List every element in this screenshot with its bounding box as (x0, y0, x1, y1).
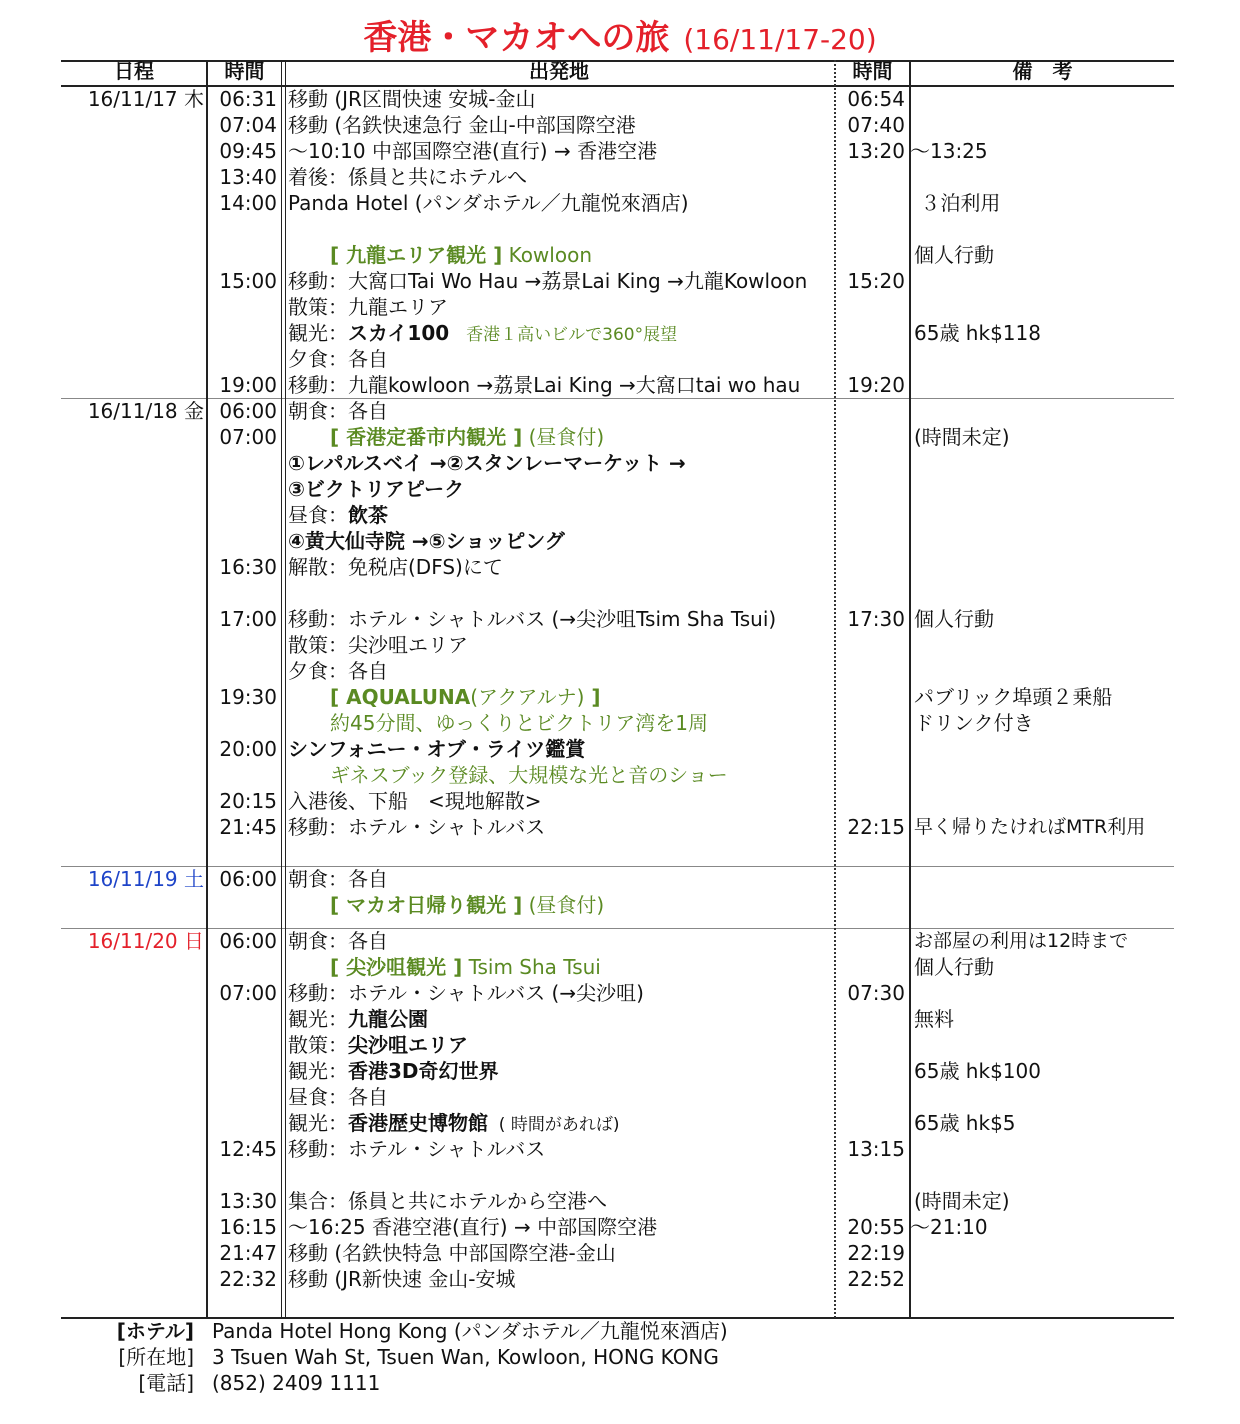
start-time: 20:00 (219, 737, 277, 761)
activity-highlight: シンフォニー・オブ・ライツ鑑賞 (288, 737, 586, 761)
end-time: 22:19 (847, 1241, 905, 1265)
schedule-row (0, 554, 1240, 580)
activity-highlight: 香港歴史博物館 (348, 1111, 488, 1135)
note: 無料 (914, 1007, 954, 1031)
activity: 移動：九龍kowloon →荔景Lai King →大窩口tai wo hau (288, 373, 801, 397)
header-place: 出発地 (529, 59, 589, 83)
start-time: 21:47 (219, 1241, 277, 1265)
schedule-row (0, 528, 1240, 554)
activity-highlight: 九龍公園 (348, 1007, 428, 1031)
start-time: 13:40 (219, 165, 277, 189)
activity (288, 1058, 832, 1084)
schedule-row (0, 658, 1240, 684)
activity-detail: ギネスブック登録、大規模な光と音のショー (330, 763, 728, 787)
activity: ～16:25 香港空港(直行) → 中部国際空港 (288, 1215, 658, 1239)
schedule-row (0, 86, 1240, 112)
schedule-row (0, 866, 1240, 892)
activity: 移動：ホテル・シャトルバス (→尖沙咀) (288, 981, 644, 1005)
activity: 着後：係員と共にホテルへ (288, 165, 527, 189)
phone-label: [電話] (138, 1371, 194, 1395)
schedule-row (0, 892, 1240, 918)
schedule-row (0, 242, 1240, 268)
activity-prefix: 散策： (288, 1033, 348, 1057)
activity-highlight: ③ビクトリアピーク (288, 477, 465, 501)
tour-tag: [ 尖沙咀観光 ] (330, 955, 463, 979)
header-notes: 備 考 (1012, 59, 1073, 83)
tour-tag: [ AQUALUNA (330, 685, 471, 709)
schedule-row (0, 320, 1240, 346)
schedule-row (0, 788, 1240, 814)
activity (288, 320, 832, 348)
start-time: 06:00 (219, 867, 277, 891)
tour-heading (288, 684, 874, 710)
note: (時間未定) (914, 1189, 1010, 1213)
address-label: [所在地] (118, 1345, 194, 1369)
note: ～13:25 (910, 139, 988, 163)
end-time: 13:15 (847, 1137, 905, 1161)
page-title (0, 10, 1240, 59)
address-info (0, 1344, 1240, 1370)
start-time: 14:00 (219, 191, 277, 215)
note: ドリンク付き (914, 711, 1034, 735)
title-main: 香港・マカオへの旅 (363, 18, 670, 58)
activity (288, 1110, 832, 1138)
activity-prefix: 観光： (288, 321, 348, 345)
activity: 散策：九龍エリア (288, 295, 448, 319)
note: (時間未定) (914, 425, 1010, 449)
end-time: 07:40 (847, 113, 905, 137)
schedule-row (0, 1110, 1240, 1136)
schedule-row (0, 502, 1240, 528)
phone-value: (852) 2409 1111 (212, 1371, 381, 1395)
note: 個人行動 (914, 607, 994, 631)
start-time: 06:31 (219, 87, 277, 111)
tour-heading (288, 954, 874, 980)
tour-subtitle: (昼食付) (522, 425, 605, 449)
activity: 朝食：各自 (288, 867, 388, 891)
header-time: 時間 (224, 59, 265, 83)
activity: 移動：ホテル・シャトルバス (→尖沙咀Tsim Sha Tsui) (288, 607, 777, 631)
title-dates: (16/11/17-20) (683, 23, 877, 56)
start-time: 09:45 (219, 139, 277, 163)
schedule-row (0, 928, 1240, 954)
activity-highlight: 尖沙咀エリア (348, 1033, 468, 1057)
tour-heading (288, 424, 874, 450)
activity (288, 502, 832, 528)
schedule-row (0, 632, 1240, 658)
activity: 朝食：各自 (288, 399, 388, 423)
activity: 移動 (JR区間快速 安城-金山 (288, 87, 536, 111)
end-time: 15:20 (847, 269, 905, 293)
schedule-row (0, 1266, 1240, 1292)
activity-highlight: スカイ100 (348, 321, 450, 345)
start-time: 17:00 (219, 607, 277, 631)
schedule-row (0, 710, 1240, 736)
start-time: 06:00 (219, 399, 277, 423)
start-time: 19:00 (219, 373, 277, 397)
activity: 夕食：各自 (288, 659, 388, 683)
tour-subtitle: Kowloon (502, 243, 592, 267)
schedule-row (0, 424, 1240, 450)
activity: 入港後、下船 <現地解散> (288, 789, 542, 813)
activity: 移動：ホテル・シャトルバス (288, 815, 546, 839)
schedule-row (0, 294, 1240, 320)
schedule-row (0, 762, 1240, 788)
start-time: 07:00 (219, 425, 277, 449)
phone-info (0, 1370, 1240, 1396)
schedule-row (0, 450, 1240, 476)
schedule-row (0, 606, 1240, 632)
note: 個人行動 (914, 243, 994, 267)
schedule-row (0, 1188, 1240, 1214)
schedule-row (0, 138, 1240, 164)
start-time: 16:30 (219, 555, 277, 579)
note: 個人行動 (914, 955, 994, 979)
activity-highlight: 飲茶 (348, 503, 388, 527)
activity: 集合：係員と共にホテルから空港へ (288, 1189, 607, 1213)
activity: 散策：尖沙咀エリア (288, 633, 468, 657)
schedule-row (0, 476, 1240, 502)
start-time: 12:45 (219, 1137, 277, 1161)
header-time2: 時間 (852, 59, 893, 83)
tour-subtitle: (アクアルナ) (470, 685, 585, 709)
activity-highlight: 香港3D奇幻世界 (348, 1059, 499, 1083)
schedule-row (0, 1006, 1240, 1032)
schedule-row (0, 112, 1240, 138)
address-value: 3 Tsuen Wah St, Tsuen Wan, Kowloon, HONG KONG (212, 1345, 719, 1369)
schedule-row (0, 372, 1240, 398)
start-time: 21:45 (219, 815, 277, 839)
start-time: 13:30 (219, 1189, 277, 1213)
start-time: 07:00 (219, 981, 277, 1005)
schedule-row (0, 268, 1240, 294)
end-time: 17:30 (847, 607, 905, 631)
activity: Panda Hotel (パンダホテル／九龍悦來酒店) (288, 191, 689, 215)
schedule-row (0, 398, 1240, 424)
schedule-row (0, 1240, 1240, 1266)
schedule-row (0, 1136, 1240, 1162)
hotel-label: [ホテル] (116, 1319, 194, 1343)
tour-tag: [ マカオ日帰り観光 ] (330, 893, 523, 917)
end-time: 20:55 (847, 1215, 905, 1239)
activity-prefix: 観光： (288, 1007, 348, 1031)
activity: 移動 (JR新快速 金山-安城 (288, 1267, 516, 1291)
activity-prefix: 観光： (288, 1111, 348, 1135)
schedule-row (0, 1214, 1240, 1240)
schedule-row (0, 814, 1240, 840)
activity: 昼食：各自 (288, 1085, 388, 1109)
activity: 解散：免税店(DFS)にて (288, 555, 503, 579)
tour-subtitle: (昼食付) (522, 893, 605, 917)
start-time: 22:32 (219, 1267, 277, 1291)
activity: 移動 (名鉄快速急行 金山-中部国際空港 (288, 113, 636, 137)
start-time: 20:15 (219, 789, 277, 813)
activity-highlight: ①レパルスベイ →②スタンレーマーケット → (288, 451, 686, 475)
start-time: 15:00 (219, 269, 277, 293)
start-time: 06:00 (219, 929, 277, 953)
end-time: 22:52 (847, 1267, 905, 1291)
activity-detail: ( 時間があれば) (488, 1115, 620, 1135)
schedule-row (0, 1058, 1240, 1084)
end-time: 22:15 (847, 815, 905, 839)
note: パブリック埠頭２乗船 (914, 685, 1113, 709)
activity: 朝食：各自 (288, 929, 388, 953)
schedule-row (0, 190, 1240, 216)
schedule-row (0, 1032, 1240, 1058)
end-time: 07:30 (847, 981, 905, 1005)
note: ～21:10 (910, 1215, 988, 1239)
note: お部屋の利用は12時まで (914, 930, 1129, 952)
activity-highlight: ④黄大仙寺院 →⑤ショッピング (288, 529, 565, 553)
start-time: 16:15 (219, 1215, 277, 1239)
schedule-row (0, 164, 1240, 190)
tour-tag: [ 香港定番市内観光 ] (330, 425, 523, 449)
schedule-row (0, 684, 1240, 710)
tour-subtitle: Tsim Sha Tsui (462, 955, 601, 979)
note: 65歳 hk$118 (914, 321, 1041, 345)
activity-detail: 約45分間、ゆっくりとビクトリア湾を1周 (330, 711, 708, 735)
note: ３泊利用 (914, 191, 1001, 215)
schedule-row (0, 954, 1240, 980)
end-time: 19:20 (847, 373, 905, 397)
activity (288, 1032, 832, 1058)
start-time: 19:30 (219, 685, 277, 709)
activity-detail: 香港１高いビルで360°展望 (449, 325, 678, 345)
activity: 移動：大窩口Tai Wo Hau →荔景Lai King →九龍Kowloon (288, 269, 808, 293)
day-date: 16/11/17 木 (87, 87, 204, 111)
schedule-row (0, 1084, 1240, 1110)
header-date: 日程 (114, 59, 154, 83)
activity-prefix: 昼食： (288, 503, 348, 527)
activity (288, 1006, 832, 1032)
tour-heading (288, 242, 874, 268)
tour-tag: [ 九龍エリア観光 ] (330, 243, 503, 267)
day-date: 16/11/20 日 (87, 929, 204, 953)
hotel-name: Panda Hotel Hong Kong (パンダホテル／九龍悦來酒店) (212, 1319, 728, 1343)
day-date: 16/11/19 土 (87, 867, 204, 891)
note: 65歳 hk$5 (914, 1111, 1016, 1135)
note: 65歳 hk$100 (914, 1059, 1041, 1083)
activity: 移動：ホテル・シャトルバス (288, 1137, 546, 1161)
hotel-info (0, 1318, 1240, 1344)
tour-heading (288, 892, 874, 918)
schedule-row (0, 736, 1240, 762)
tour-tag-close: ] (584, 685, 601, 709)
activity: 夕食：各自 (288, 347, 388, 371)
activity-prefix: 観光： (288, 1059, 348, 1083)
schedule-row (0, 980, 1240, 1006)
schedule-row (0, 346, 1240, 372)
activity: ～10:10 中部国際空港(直行) → 香港空港 (288, 139, 658, 163)
start-time: 07:04 (219, 113, 277, 137)
note: 早く帰りたければMTR利用 (914, 816, 1146, 838)
activity: 移動 (名鉄快特急 中部国際空港-金山 (288, 1241, 616, 1265)
day-date: 16/11/18 金 (87, 399, 204, 423)
end-time: 06:54 (847, 87, 905, 111)
end-time: 13:20 (847, 139, 905, 163)
